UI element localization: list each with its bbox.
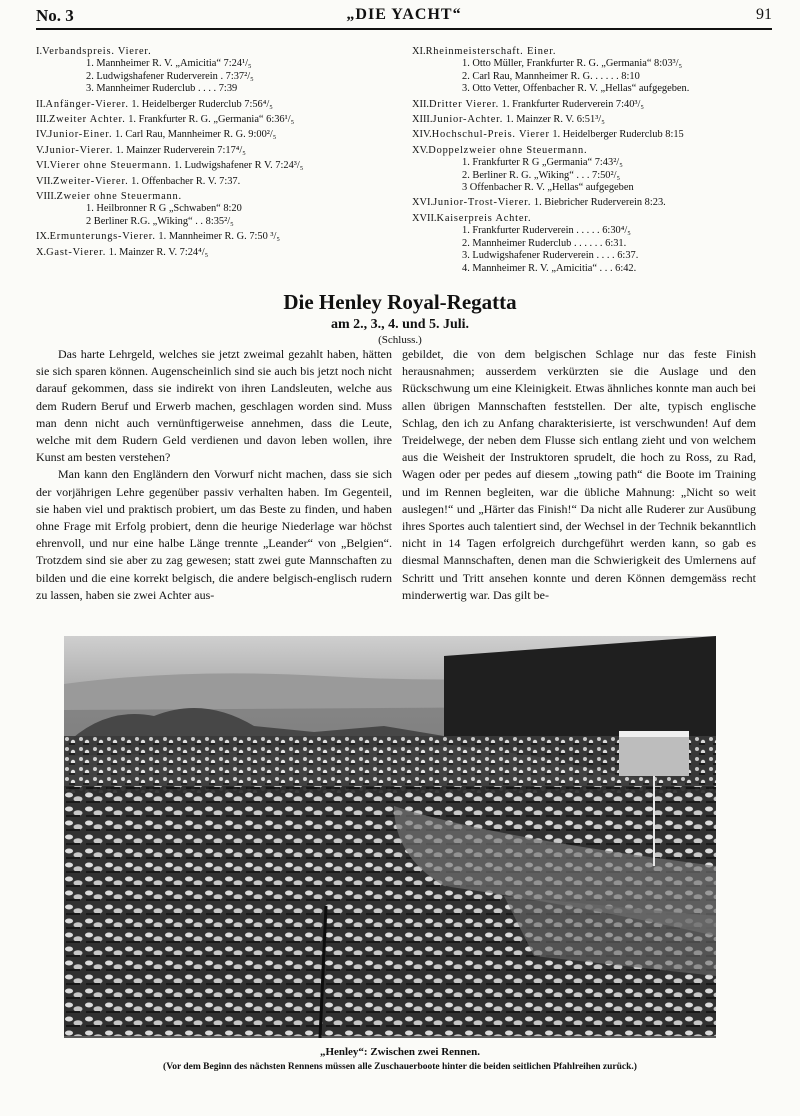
race-category: Junior-Einer. xyxy=(48,129,113,141)
page-number: 91 xyxy=(756,6,772,23)
race-result: 1. Offenbacher R. V. 7:37. xyxy=(128,175,241,187)
article-column-2 xyxy=(402,346,756,604)
placing: 2 Berliner R.G. „Wiking“ . . 8:35²/₅ xyxy=(86,215,234,227)
race-number: VIII. xyxy=(36,191,57,203)
race-result: 1. Frankfurter R. G. „Germania“ 6:36¹/₅ xyxy=(125,114,295,126)
result-heading xyxy=(36,160,396,172)
race-result: 1. Ludwigshafener R V. 7:24³/₅ xyxy=(171,160,304,172)
race-result: 1. Heidelberger Ruderclub 7:56⁴/₅ xyxy=(128,98,273,110)
result-heading xyxy=(412,197,784,209)
race-number: III. xyxy=(36,114,49,126)
placing: 2. Mannheimer Ruderclub . . . . . . 6:31. xyxy=(462,237,627,249)
placing: 3. Ludwigshafener Ruderverein . . . . 6:37. xyxy=(462,250,639,262)
race-result: 1. Mainzer Ruderverein 7:17⁴/₅ xyxy=(113,144,246,156)
race-category: Doppelzweier ohne Steuermann. xyxy=(428,144,588,156)
result-entry xyxy=(36,99,396,111)
race-number: V. xyxy=(36,144,45,156)
placing: 1. Frankfurter Ruderverein . . . . . 6:30⁴/₅ xyxy=(462,225,631,237)
placing: 2. Ludwigshafener Ruderverein . 7:37²/₅ xyxy=(86,70,254,82)
result-heading xyxy=(36,247,396,259)
race-number: XIV. xyxy=(412,129,432,141)
results-left-column xyxy=(36,46,396,262)
result-entry xyxy=(412,197,784,209)
paragraph: Man kann den Engländern den Vorwurf nicht machen, dass sie sich der vorjährigen Lehre gegenüber passiv verhalten haben. Im Gegenteil, sie haben viel und praktisch probiert, um das Beste zu finden, und haben ohne Frage mit Erfolg probiert, denn die heurige Niederlage war höchst ehrenvoll, und nur eine halbe Länge trennte „Leander“ von „Belgien“. Trotzdem sind sie aber zu zag gewesen; statt zwei gute Mannschaften zu bilden und die eine korrekt belgisch, die andere belgisch-englisch rudern zu lassen, haben sie zwei Achter aus- xyxy=(36,467,392,602)
race-category: Kaiserpreis Achter. xyxy=(436,212,532,224)
header-rule xyxy=(36,28,772,30)
result-entry xyxy=(412,46,784,96)
race-number: IX. xyxy=(36,231,50,243)
result-entry xyxy=(36,191,396,228)
result-heading xyxy=(412,114,784,126)
result-heading xyxy=(36,114,396,126)
race-category: Zweiter Achter. xyxy=(48,114,126,126)
issue-number: No. 3 xyxy=(36,6,74,25)
race-number: XI. xyxy=(412,46,426,57)
result-heading xyxy=(36,191,396,203)
placing: 1. Otto Müller, Frankfurter R. G. „Germania“ 8:03³/₅ xyxy=(462,58,683,70)
result-heading xyxy=(412,145,784,157)
race-category: Zweier ohne Steuermann. xyxy=(56,191,182,203)
result-heading xyxy=(36,99,396,111)
race-number: IV. xyxy=(36,129,49,141)
race-number: I. xyxy=(36,46,43,57)
race-category: Rheinmeisterschaft. Einer. xyxy=(425,46,557,57)
race-result: 1. Frankfurter Ruderverein 7:40³/₅ xyxy=(499,98,645,110)
result-entry xyxy=(412,213,784,275)
placing: 3. Otto Vetter, Offenbacher R. V. „Hellas“ aufgegeben. xyxy=(462,83,690,95)
race-number: XVII. xyxy=(412,212,437,224)
spacer xyxy=(412,275,784,278)
article-subtitle: am 2., 3., 4. und 5. Juli. xyxy=(330,317,470,332)
result-entry xyxy=(36,145,396,157)
result-entry xyxy=(36,160,396,172)
result-entry xyxy=(412,99,784,111)
placing: 2. Carl Rau, Mannheimer R. G. . . . . . 8:10 xyxy=(462,70,640,82)
result-heading xyxy=(36,231,396,243)
photo-illustration xyxy=(64,636,716,1038)
race-category: Zweiter-Vierer. xyxy=(53,175,129,187)
result-heading xyxy=(36,46,396,58)
placing: 3. Mannheimer Ruderclub . . . . 7:39 xyxy=(86,83,238,95)
placing: 1. Mannheimer R. V. „Amicitia“ 7:24¹/₅ xyxy=(86,58,252,70)
regatta-photo xyxy=(64,636,716,1038)
race-number: II. xyxy=(36,98,46,110)
race-category: Junior-Vierer. xyxy=(44,144,114,156)
race-result: 1. Mainzer R. V. 7:24⁴/₅ xyxy=(106,246,209,258)
race-result: 1. Heidelberger Ruderclub 8:15 xyxy=(549,129,684,141)
race-number: XV. xyxy=(412,144,429,156)
result-heading xyxy=(36,145,396,157)
race-category: Vierer ohne Steuermann. xyxy=(49,160,172,172)
race-category: Ermunterungs-Vierer. xyxy=(49,231,156,243)
race-number: X. xyxy=(36,246,47,258)
result-heading xyxy=(36,176,396,188)
race-category: Hochschul-Preis. Vierer xyxy=(431,129,550,141)
result-heading xyxy=(36,129,396,141)
article-title: Die Henley Royal-Regatta xyxy=(283,290,517,314)
placing: 1. Heilbronner R G „Schwaben“ 8:20 xyxy=(86,203,242,215)
race-number: XIII. xyxy=(412,114,433,126)
placing: 2. Berliner R. G. „Wiking“ . . . 7:50²/₅ xyxy=(462,169,621,181)
placing: 4. Mannheimer R. V. „Amicitia“ . . . 6:42. xyxy=(462,262,637,274)
photo-caption: „Henley“: Zwischen zwei Rennen. xyxy=(319,1046,481,1058)
race-number: VII. xyxy=(36,175,54,187)
page-header xyxy=(36,4,772,28)
result-heading xyxy=(412,213,784,225)
race-result: 1. Mainzer R. V. 6:51³/₅ xyxy=(503,114,605,126)
result-entry xyxy=(412,129,784,141)
result-entry xyxy=(36,114,396,126)
article-column-1 xyxy=(36,346,392,604)
result-entry xyxy=(36,46,396,96)
race-category: Junior-Achter. xyxy=(432,114,504,126)
result-entry xyxy=(412,114,784,126)
placing: 1. Frankfurter R G „Germania“ 7:43²/₅ xyxy=(462,157,623,169)
race-number: XII. xyxy=(412,98,430,110)
result-entry xyxy=(36,247,396,259)
race-number: XVI. xyxy=(412,197,434,209)
result-heading xyxy=(412,46,784,58)
placing: 3 Offenbacher R. V. „Hellas“ aufgegeben xyxy=(462,182,634,194)
results-right-column xyxy=(412,46,784,278)
paragraph: Das harte Lehrgeld, welches sie jetzt zweimal gezahlt haben, hätten sie sich sparen können. Augenscheinlich sind sie auch bis jetzt noch nicht darauf gekommen, dass sie indirekt von ihren Landsleuten, welche aus dem Rudern Beruf und Erwerb machen, geschlagen worden sind. Muss man denn nicht auch vernünftigerweise annehmen, dass die Leute, welche mit dem Rudern Geld verdienen und davon leben wollen, ihre Kunst am besten verstehen? xyxy=(36,347,392,465)
result-entry xyxy=(36,176,396,188)
result-entry xyxy=(412,145,784,195)
paragraph: gebildet, die von dem belgischen Schlage nur das feste Finish herausnahmen; ausserdem verkürzten sie die Auslage und den Rückschwung um eine Kleinigkeit. Etwas ähnliches konnte man auch bei allen übrigen Mannschaften feststellen. Der alte, typisch englische Schlag, den ich zu Anfang charakterisierte, ist verschwunden! Auf dem Treidelwege, der neben dem Flusse sich entlang zieht und von welchem aus die Weisheit der Instruktoren sprudelt, die hoch zu Ross, zu Rad, Wagen oder per pedes auf diesem „towing path“ die Boote im Training und im Rennen begleiten, war die übliche Mahnung: „Nicht so weit auslegen!“ und „Härter das Finish!“ Da nicht alle Ruderer zur Ausübung ihres Sportes auch talentiert sind, der Wechsel in der Technik bekanntlich nicht in 14 Tagen erfolgreich durchgeführt werden kann, so gab es diesmal Mannschaften, denen man die Schwierigkeit des Umlernens auf Schritt und Tritt ansehen konnte und deren Können demgemäss recht minderwertig war. Das gilt be- xyxy=(402,347,756,602)
article-note: (Schluss.) xyxy=(378,334,422,346)
journal-title: „DIE YACHT“ xyxy=(346,6,462,23)
race-category: Gast-Vierer. xyxy=(46,246,107,258)
race-result: 1. Mannheimer R. G. 7:50 ³/₅ xyxy=(155,231,281,243)
result-heading xyxy=(412,99,784,111)
race-category: Anfänger-Vierer. xyxy=(45,98,129,110)
race-category: Dritter Vierer. xyxy=(429,98,500,110)
photo-subcaption: (Vor dem Beginn des nächsten Rennens müssen alle Zuschauerboote hinter die beiden seitlichen Pfahlreihen zurück.) xyxy=(163,1062,637,1072)
race-category: Junior-Trost-Vierer. xyxy=(433,197,532,209)
race-category: Verbandspreis. Vierer. xyxy=(42,46,152,57)
result-entry xyxy=(36,129,396,141)
result-heading xyxy=(412,129,784,141)
result-entry xyxy=(36,231,396,243)
race-number: VI. xyxy=(36,160,50,172)
race-result: 1. Carl Rau, Mannheimer R. G. 9:00²/₅ xyxy=(112,129,277,141)
race-result: 1. Biebricher Ruderverein 8:23. xyxy=(531,197,666,209)
spacer xyxy=(36,259,396,262)
